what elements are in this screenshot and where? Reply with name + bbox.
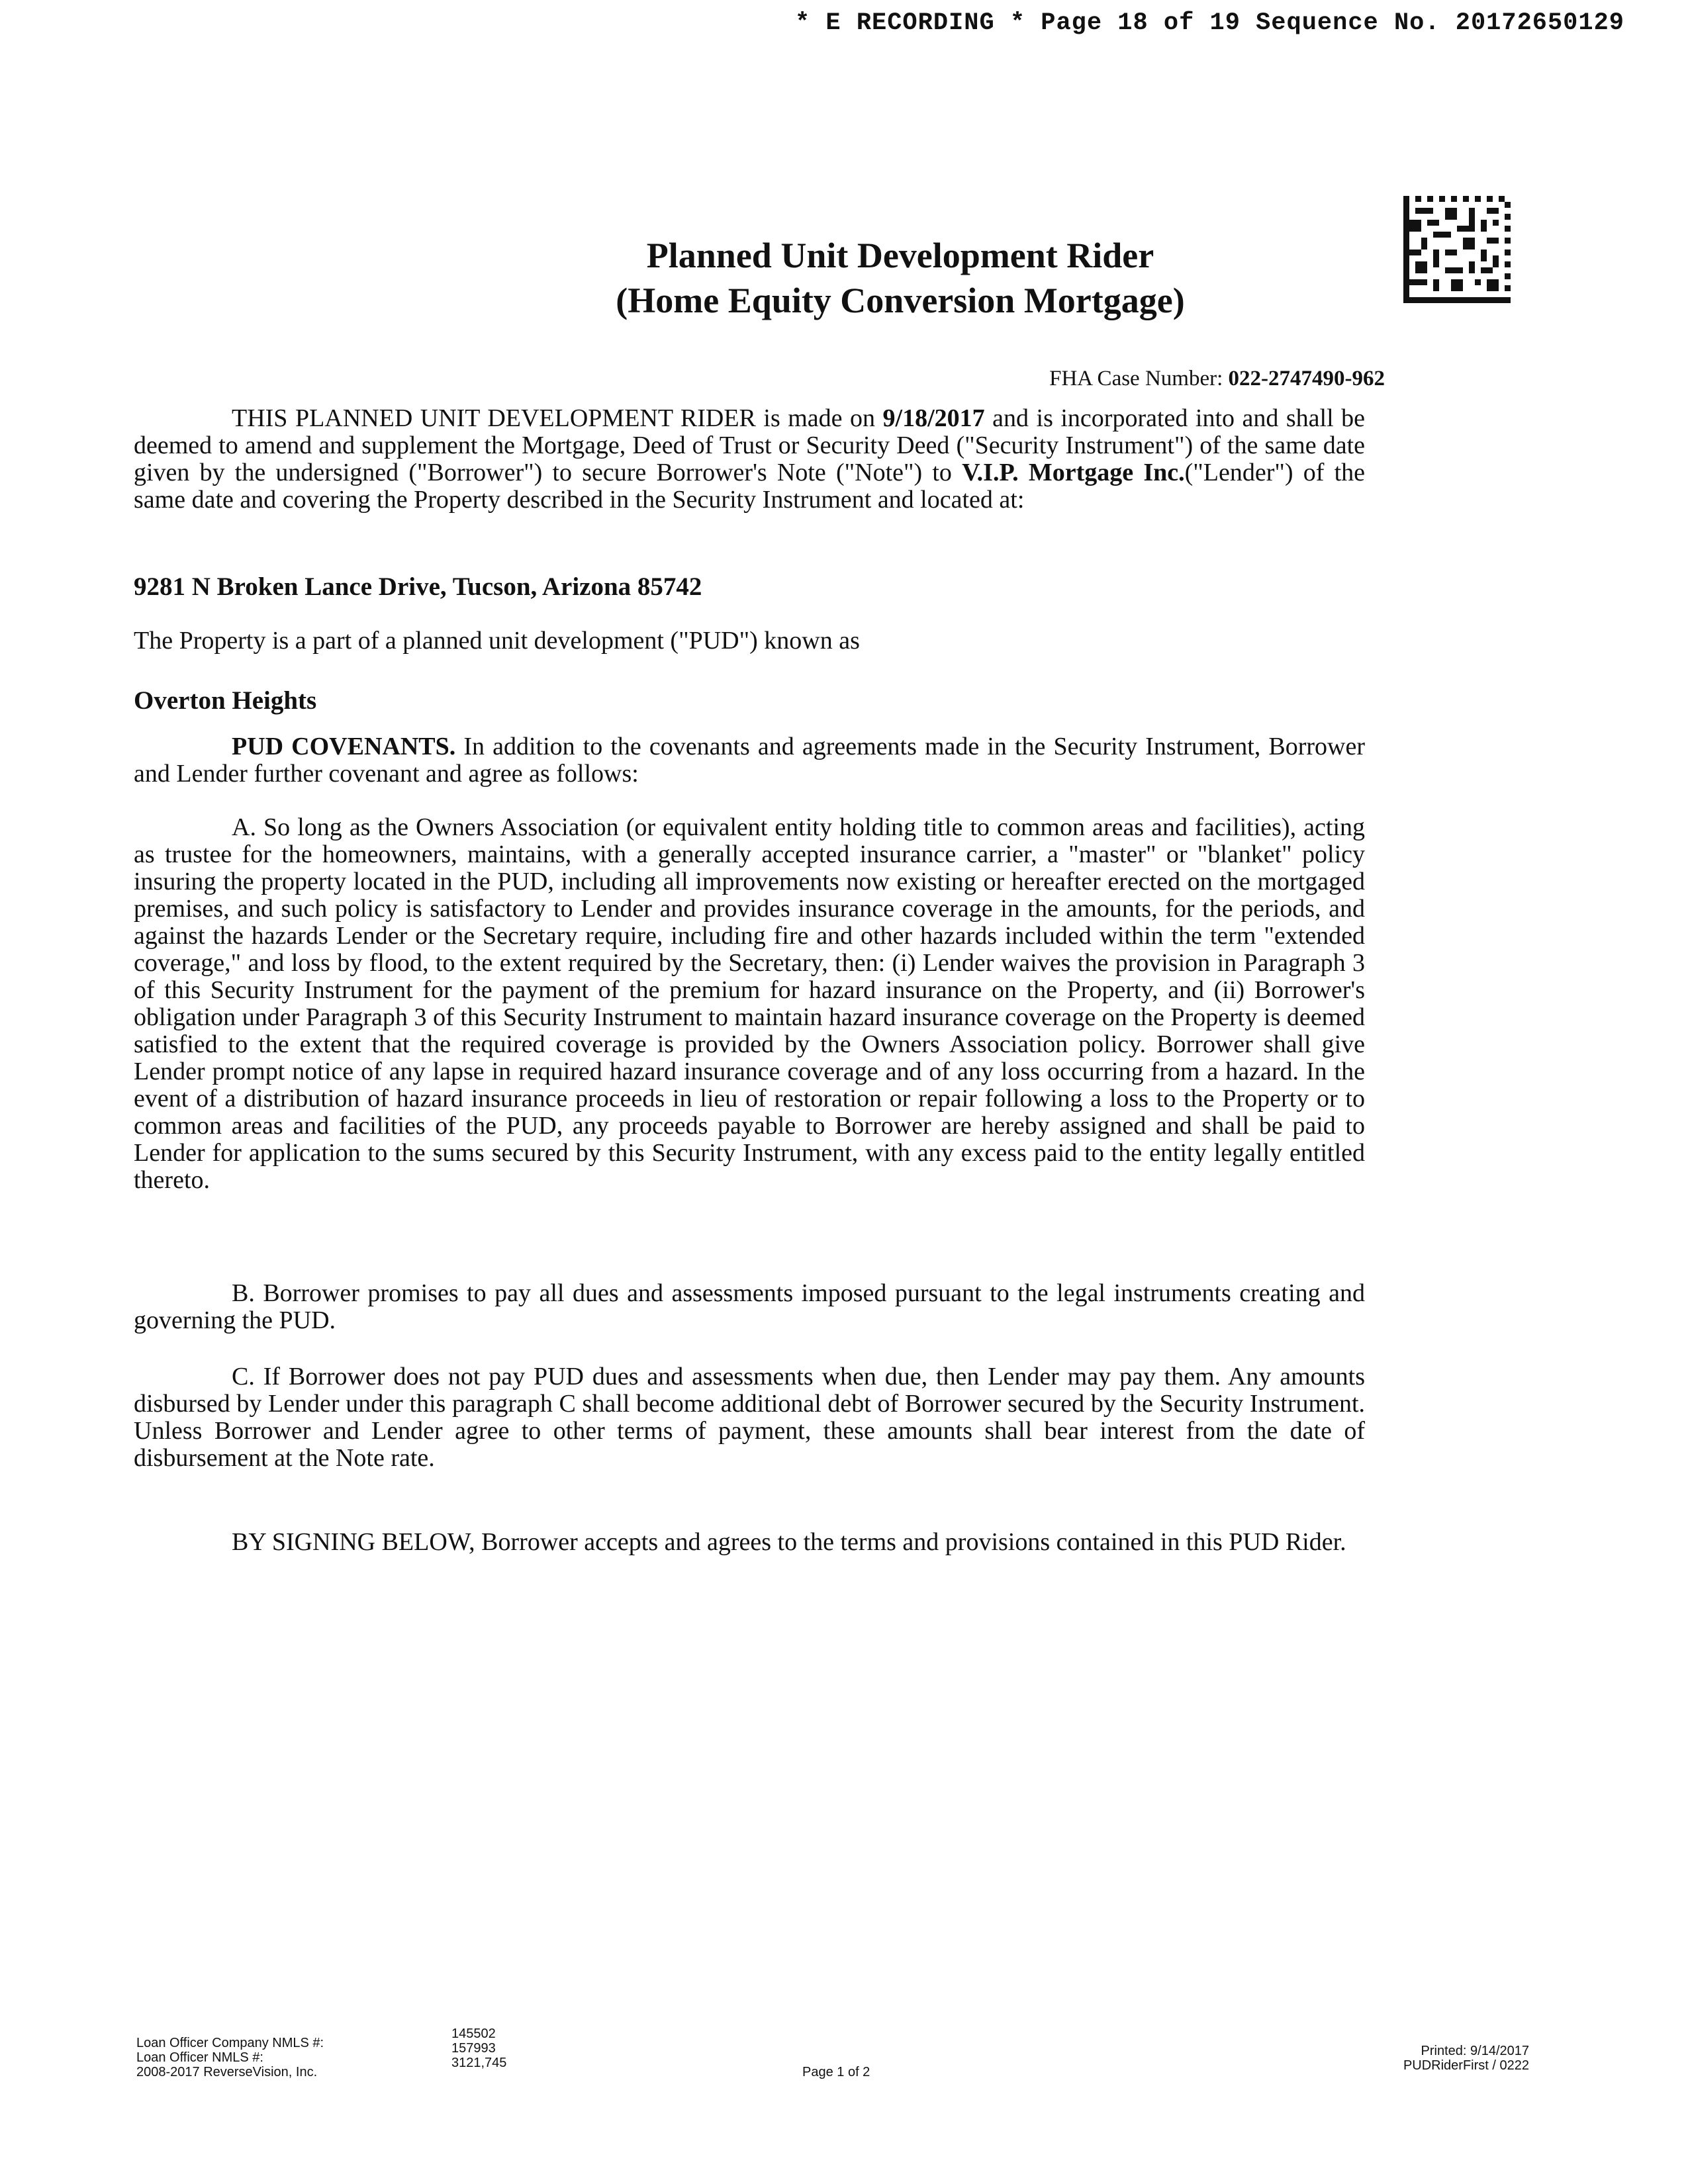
document-title: [0, 233, 1688, 323]
footer-labels: [136, 2036, 324, 2079]
property-address: 9281 N Broken Lance Drive, Tucson, Arizona 85742: [134, 572, 702, 601]
fha-case-label: FHA Case Number:: [1049, 367, 1223, 390]
pud-covenants-heading: PUD COVENANTS.: [232, 733, 456, 760]
pud-covenants-intro: In addition to the covenants and agreements made in the Security Instrument, Borrower and Lender further covenant and agree as follows:: [134, 733, 1366, 788]
page-number: Page 1 of 2: [802, 2065, 870, 2079]
recording-stamp: * E RECORDING * Page 18 of 19 Sequence No. 20172650129: [795, 9, 1624, 37]
form-number: 3121,745: [451, 2056, 507, 2070]
rider-date: 9/18/2017: [882, 404, 985, 432]
company-nmls-label: Loan Officer Company NMLS #:: [136, 2036, 324, 2050]
covenant-c: C. If Borrower does not pay PUD dues and assessments when due, then Lender may pay them. Any amounts disbursed by Lender under this paragraph C shall become additional debt of Borrower secured by the Security Instrument. Unless Borrower and Lender agree to other terms of payment, these amounts shall bear interest from the date of disbursement at the Note rate.: [134, 1363, 1365, 1472]
title-line-2: (Home Equity Conversion Mortgage): [616, 281, 1185, 320]
form-code: PUDRiderFirst / 0222: [1403, 2058, 1529, 2073]
intro-text-3: ("Lender") of the same date and covering the Property described in the Security Instrument and located at:: [134, 459, 1365, 514]
covenant-a: A. So long as the Owners Association (or equivalent entity holding title to common areas and facilities), acting as trustee for the homeowners, maintains, with a generally accepted insurance carrier, a "master" or "blanket" policy insuring the property located in the PUD, including all improvements now existing or hereafter erected on the mortgaged premises, and such policy is satisfactory to Lender and provides insurance coverage in the amounts, for the periods, and against the hazards Lender or the Secretary require, including fire and other hazards included within the term "extended coverage," and loss by flood, to the extent required by the Secretary, then: (i) Lender waives the provision in Paragraph 3 of this Security Instrument for the payment of the premium for hazard insurance on the Property, and (ii) Borrower's obligation under Paragraph 3 of this Security Instrument to maintain hazard insurance coverage on the Property is deemed satisfied to the extent that the required coverage is provided by the Owners Association policy. Borrower shall give Lender prompt notice of any lapse in required hazard insurance coverage and of any loss occurring from a hazard. In the event of a distribution of hazard insurance proceeds in lieu of restoration or repair following a loss to the Property or to common areas and facilities of the PUD, any proceeds payable to Borrower are hereby assigned and shall be paid to Lender for application to the sums secured by this Security Instrument, with any excess paid to the entity legally entitled thereto.: [134, 813, 1365, 1194]
intro-text-2: and is incorporated into and shall be deemed to amend and supplement the Mortgage, Deed of Trust or Security Deed ("Security Instrument") of the same date given by the undersigned ("Borrower") to secure Borrower's Note ("Note") to: [134, 404, 1365, 486]
pud-covenants-paragraph: [134, 733, 1365, 788]
covenant-b: B. Borrower promises to pay all dues and assessments imposed pursuant to the legal instruments creating and governing the PUD.: [134, 1279, 1365, 1334]
copyright: 2008-2017 ReverseVision, Inc.: [136, 2065, 318, 2079]
intro-paragraph: [134, 405, 1365, 514]
officer-nmls-value: 157993: [451, 2041, 496, 2056]
printed-date: Printed: 9/14/2017: [1421, 2044, 1529, 2058]
intro-text-1: THIS PLANNED UNIT DEVELOPMENT RIDER is made on: [232, 404, 876, 432]
title-line-1: Planned Unit Development Rider: [646, 236, 1154, 275]
pud-name: Overton Heights: [134, 686, 317, 715]
footer-values: [451, 2026, 506, 2070]
fha-case-number: [1049, 365, 1385, 392]
pud-intro: The Property is a part of a planned unit development ("PUD") known as: [134, 627, 860, 655]
footer-print-info: [1403, 2044, 1529, 2073]
officer-nmls-label: Loan Officer NMLS #:: [136, 2050, 263, 2065]
fha-case-value: 022-2747490-962: [1228, 367, 1385, 390]
signing-statement: BY SIGNING BELOW, Borrower accepts and agrees to the terms and provisions contained in this PUD Rider.: [232, 1528, 1346, 1556]
company-nmls-value: 145502: [451, 2026, 496, 2041]
lender-name: V.I.P. Mortgage Inc.: [962, 459, 1185, 486]
